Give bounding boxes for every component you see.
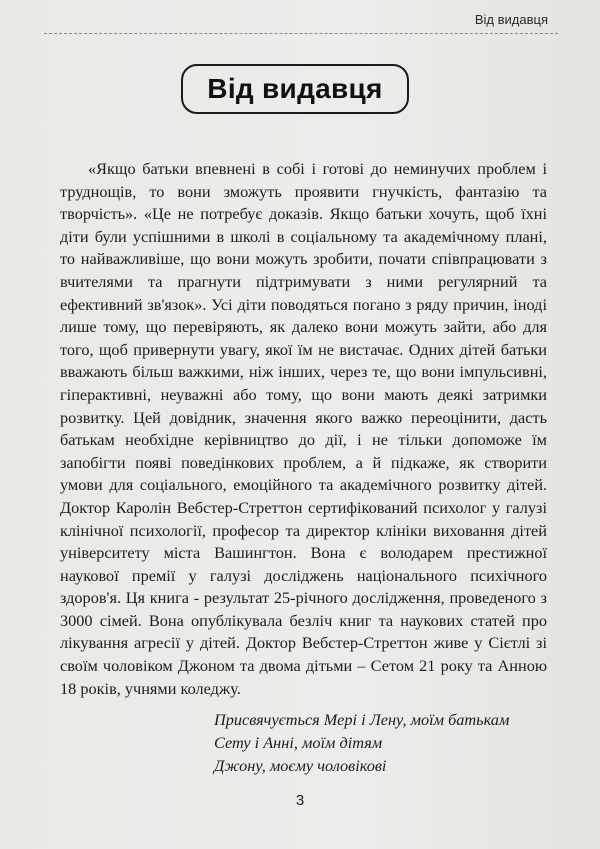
header-rule [44,33,558,34]
dedication [214,708,574,777]
page-number: 3 [295,792,305,809]
title-frame [181,64,409,114]
dedication-line-3: Джону, моєму чоловікові [214,756,387,775]
dedication-line-2: Сету і Анні, моїм дітям [214,733,383,752]
dedication-line-1: Присвячується Мері і Лену, моїм батькам [214,710,510,729]
body-paragraph: «Якщо батьки впевнені в собі і готові до неминучих проблем і труднощів, то вони зможуть проявити гнучкість, фантазію та творчість». «Це не потребує доказів. Якщо батьки хочуть, щоб їхні діти були успішними в школі в соціальному та академічному плані, то найважливіше, що вони можуть зробити, почати співпрацювати з вчителями та прагнути підтримувати з ними регулярний та ефективний зв'язок». Усі діти поводяться погано з ряду причин, іноді лише тому, що перевіряють, як далеко вони можуть зайти, або для того, щоб привернути увагу, якої їм не вистачає. Одних дітей батьки вважають більш важкими, ніж інших, через те, що вони імпульсивні, гіперактивні, неуважні або тому, що вони мають деякі затримки розвитку. Цей довідник, значення якого важко переоцінити, дасть батькам необхідне керівництво до дії, і не тільки допоможе їм запобігти появі поведінкових проблем, а й підкаже, як створити умови для соціального, емоційного та академічного розвитку дітей. Доктор Каролін Вебстер-Стреттон сертифікований психолог у галузі клінічної психології, професор та директор клініки виховання дітей університету міста Вашингтон. Вона є володарем престижної наукової премії у галузі досліджень національного психічного здоров'я. Ця книга - результат 25-річного дослідження, проведеного з 3000 сімей. Вона опублікувала безліч книг та наукових статей про лікування агресії у дітей. Доктор Вебстер-Стреттон живе у Сієтлі зі своїм чоловіком Джоном та двома дітьми – Сетом 21 року та Анною 18 років, учнями коледжу. [60,159,547,698]
running-header: Від видавця [474,12,548,27]
page-title: Від видавця [207,73,383,104]
